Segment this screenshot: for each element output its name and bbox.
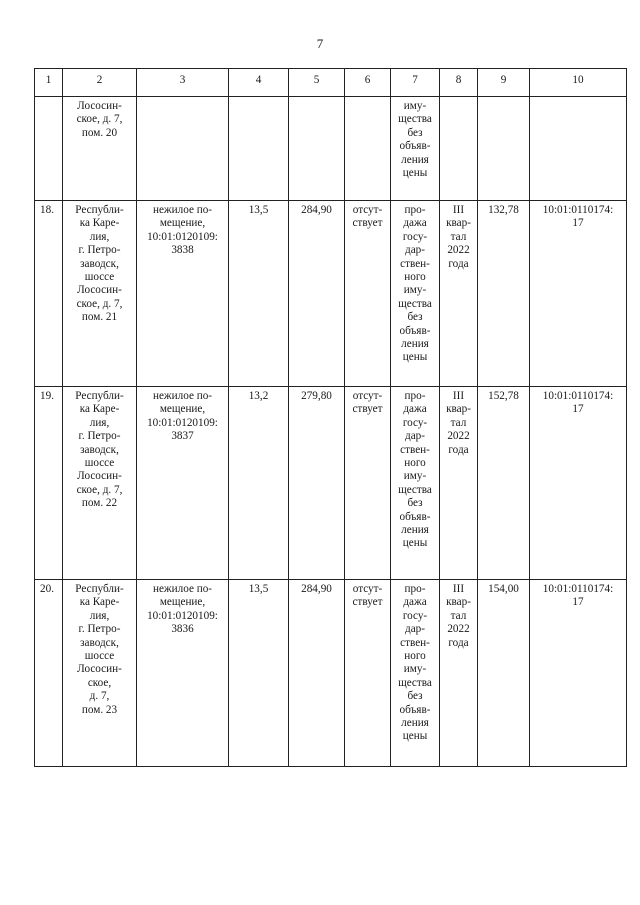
cell-line: шоссе [84,271,115,284]
column-number: 10 [530,69,627,97]
column-number: 6 [345,69,391,97]
encumbrance-cell [345,387,391,580]
cell-line: иму- [403,663,427,676]
cell-line: отсут- [352,390,383,402]
address-cell [63,580,137,767]
area-cell [229,97,289,201]
cell-line: нежилое по- [152,390,213,402]
cell-line: 19. [40,390,54,402]
cell-line: без [407,126,423,139]
cell-line: 279,80 [301,390,332,402]
cell-line: без [407,690,423,703]
encumbrance-cell [345,97,391,201]
price-cell [478,580,530,767]
term-cell [440,387,478,580]
cell-line: ское, д. 7, [76,297,123,310]
column-number: 7 [391,69,440,97]
cell-line: 13,5 [248,583,269,595]
cell-line: отсут- [352,204,383,216]
cell-line: 3836 [171,623,194,636]
column-number-row [35,69,627,97]
cell-line: пом. 20 [81,126,118,139]
cell-line: объяв- [399,140,431,153]
cell-line: квар- [446,596,471,609]
cell-line: квар- [446,217,471,230]
cell-line: госу- [402,609,428,622]
cell-line: Лососин- [77,470,122,483]
cell-line: 154,00 [488,583,519,595]
cadastral-number-cell [530,387,627,580]
cell-line: III [452,204,465,216]
column-number: 2 [63,69,137,97]
cadastral-number-cell [530,97,627,201]
cell-line: щества [398,483,432,496]
cell-line: объяв- [399,324,431,337]
cell-line: без [407,497,423,510]
table-row [35,97,627,201]
term-cell [440,97,478,201]
cell-line: дажа [403,217,427,230]
cell-line: дажа [403,596,427,609]
cell-line: объяв- [399,703,431,716]
cell-line: Лососин- [77,100,122,112]
object-type-cell [137,387,229,580]
cell-line: ствует [352,596,383,609]
cell-line: госу- [402,230,428,243]
cadastral-number-cell [530,580,627,767]
encumbrance-cell [345,580,391,767]
cell-line: шоссе [84,650,115,663]
cell-line: Республи- [75,390,124,402]
cell-line: ного [404,650,426,663]
value-cell [289,97,345,201]
cell-line: 3838 [171,244,194,257]
cell-line: ка Каре- [79,217,120,230]
cell-line: пом. 22 [81,497,118,510]
cell-line: 10:01:0120109: [147,416,218,429]
cell-line: нежилое по- [152,204,213,216]
cell-line: дар- [405,623,425,636]
cell-line: 20. [40,583,54,595]
cell-line: ка Каре- [79,596,120,609]
cell-line: ления [401,717,429,730]
address-cell [63,201,137,387]
cell-line: ствен- [400,257,430,270]
cell-line: отсут- [352,583,383,595]
cell-line: Республи- [75,583,124,595]
cell-line: 10:01:0120109: [147,230,218,243]
cell-line: цены [402,167,428,180]
cell-line: тал [450,416,467,429]
cell-line: пом. 23 [81,703,118,716]
cell-line: г. Петро- [78,623,121,636]
cell-line: заводск, [80,257,119,270]
cell-line: ления [401,153,429,166]
cell-line: 10:01:0120109: [147,609,218,622]
price-cell [478,201,530,387]
row-number-cell [35,97,63,201]
object-type-cell [137,201,229,387]
term-cell [440,201,478,387]
cell-line: ствует [352,403,383,416]
column-number: 9 [478,69,530,97]
cell-line: лия, [89,416,110,429]
cell-line: тал [450,230,467,243]
column-number: 8 [440,69,478,97]
cell-line: 2022 [447,244,470,257]
value-cell [289,580,345,767]
cell-line: ское, д. 7, [76,483,123,496]
cell-line: 284,90 [301,204,332,216]
sale-method-cell [391,387,440,580]
cell-line: лия, [89,609,110,622]
cell-line: 13,5 [248,204,269,216]
page-number: 7 [316,36,324,51]
cell-line: без [407,311,423,324]
table-row [35,387,627,580]
cell-line: объяв- [399,510,431,523]
cell-line: про- [404,204,426,216]
cell-line: иму- [403,284,427,297]
cell-line: мещение, [159,596,206,609]
price-cell [478,387,530,580]
cell-line: 10:01:0110174: [542,390,614,402]
cell-line: 10:01:0110174: [542,583,614,595]
cell-line: мещение, [159,403,206,416]
cell-line: ного [404,457,426,470]
row-number-cell [35,387,63,580]
object-type-cell [137,580,229,767]
table-row [35,580,627,767]
cell-line: ка Каре- [79,403,120,416]
sale-method-cell [391,580,440,767]
cell-line: щества [398,113,432,126]
cell-line: г. Петро- [78,430,121,443]
cell-line: 10:01:0110174: [542,204,614,216]
cell-line: д. 7, [89,690,110,703]
area-cell [229,201,289,387]
cell-line: заводск, [80,443,119,456]
cadastral-number-cell [530,201,627,387]
cell-line: ствен- [400,443,430,456]
column-number: 4 [229,69,289,97]
cell-line: дар- [405,430,425,443]
cell-line: 18. [40,204,54,216]
table-row [35,201,627,387]
cell-line: мещение, [159,217,206,230]
cell-line: тал [450,609,467,622]
cell-line: III [452,583,465,595]
cell-line: ствен- [400,636,430,649]
cell-line: Республи- [75,204,124,216]
cell-line: 152,78 [488,390,519,402]
cell-line: ного [404,271,426,284]
cell-line: ления [401,338,429,351]
cell-line: иму- [403,100,427,112]
row-number-cell [35,201,63,387]
cell-line: госу- [402,416,428,429]
cell-line: щества [398,676,432,689]
cell-line: 132,78 [488,204,519,216]
address-cell [63,97,137,201]
cell-line: дажа [403,403,427,416]
cell-line: ствует [352,217,383,230]
row-number-cell [35,580,63,767]
column-number: 5 [289,69,345,97]
cell-line: заводск, [80,636,119,649]
address-cell [63,387,137,580]
cell-line: дар- [405,244,425,257]
cell-line: 17 [572,217,584,230]
cell-line: квар- [446,403,471,416]
cell-line: про- [404,390,426,402]
cell-line: 2022 [447,623,470,636]
area-cell [229,387,289,580]
sale-method-cell [391,97,440,201]
cell-line: лия, [89,230,110,243]
sale-method-cell [391,201,440,387]
cell-line: Лососин- [77,663,122,676]
cell-line: иму- [403,470,427,483]
cell-line: цены [402,730,428,743]
cell-line: 2022 [447,430,470,443]
cell-line: цены [402,351,428,364]
cell-line: Лососин- [77,284,122,297]
cell-line: года [448,636,469,649]
price-cell [478,97,530,201]
object-type-cell [137,97,229,201]
cell-line: 3837 [171,430,194,443]
cell-line: цены [402,537,428,550]
property-table [34,68,627,767]
cell-line: нежилое по- [152,583,213,595]
value-cell [289,387,345,580]
column-number: 1 [35,69,63,97]
cell-line: 13,2 [248,390,269,402]
cell-line: 284,90 [301,583,332,595]
cell-line: пом. 21 [81,311,118,324]
cell-line: 17 [572,403,584,416]
cell-line: про- [404,583,426,595]
cell-line: ления [401,524,429,537]
cell-line: года [448,257,469,270]
cell-line: ское, д. 7, [76,113,123,126]
cell-line: шоссе [84,457,115,470]
cell-line: ское, [87,676,112,689]
cell-line: 17 [572,596,584,609]
encumbrance-cell [345,201,391,387]
cell-line: III [452,390,465,402]
area-cell [229,580,289,767]
cell-line: года [448,443,469,456]
value-cell [289,201,345,387]
cell-line: щества [398,297,432,310]
cell-line: г. Петро- [78,244,121,257]
column-number: 3 [137,69,229,97]
term-cell [440,580,478,767]
